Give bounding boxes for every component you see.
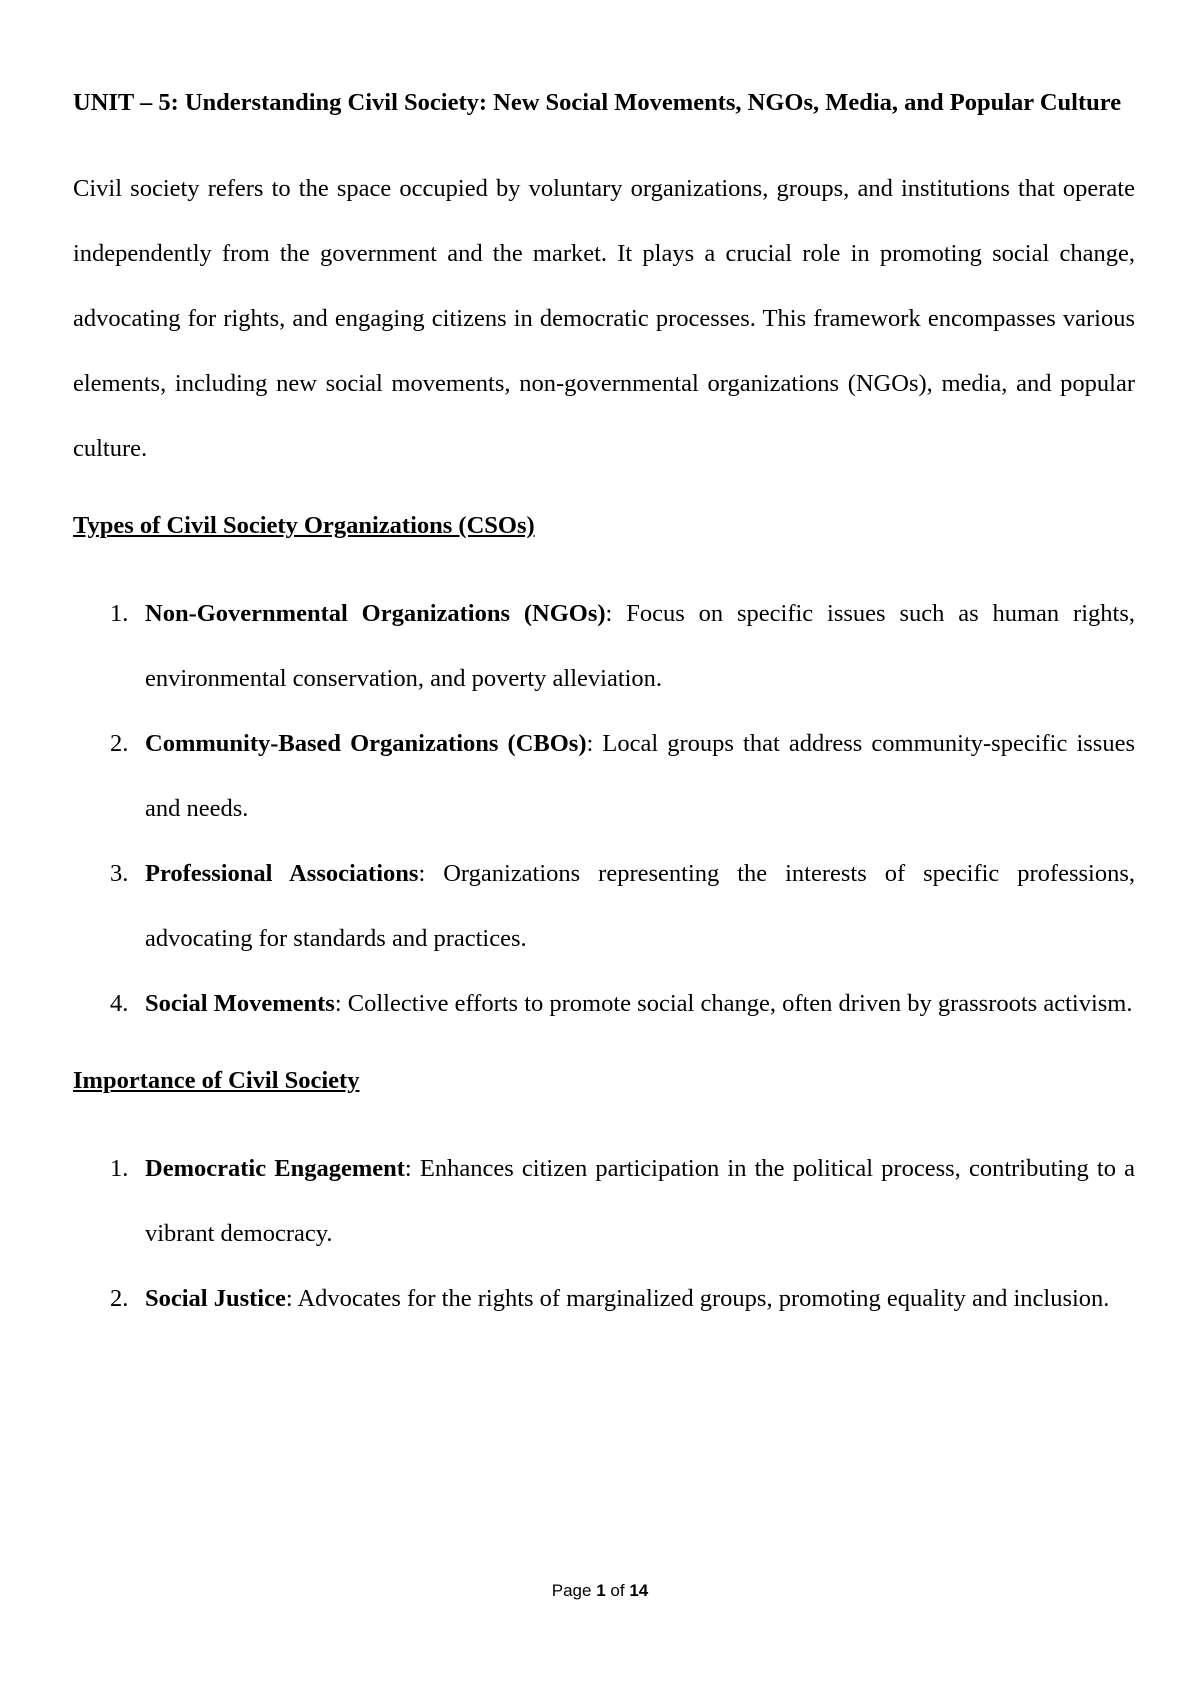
list-number: 2.	[110, 730, 129, 757]
list-text: : Local groups that address community-specific issues and needs.	[145, 730, 1135, 822]
document-body	[73, 70, 1135, 1331]
list-number: 3.	[110, 860, 129, 887]
list-number: 2.	[110, 1285, 129, 1312]
list-term: Social Justice	[145, 1285, 286, 1312]
list-item	[73, 971, 1135, 1036]
list-item	[73, 841, 1135, 971]
list-term: Democratic Engagement	[145, 1155, 405, 1182]
list-item	[73, 1136, 1135, 1266]
list-item	[73, 711, 1135, 841]
list-text: : Organizations representing the interests of specific professions, advocating for standards and practices.	[145, 860, 1135, 952]
page-of: of	[610, 1581, 625, 1600]
list-term: Non-Governmental Organizations (NGOs)	[145, 600, 606, 627]
section-heading-cso-types: Types of Civil Society Organizations (CSOs)	[73, 512, 535, 539]
list-text: : Enhances citizen participation in the political process, contributing to a vibrant democracy.	[145, 1155, 1135, 1247]
page-label: Page	[551, 1581, 592, 1600]
list-term: Professional Associations	[145, 860, 419, 887]
list-number: 1.	[110, 1155, 129, 1182]
cso-types-list	[73, 581, 1135, 1036]
list-item	[73, 1266, 1135, 1331]
list-text: : Collective efforts to promote social change, often driven by grassroots activism.	[334, 990, 1133, 1017]
list-term: Community-Based Organizations (CBOs)	[145, 730, 587, 757]
list-text: : Advocates for the rights of marginalized groups, promoting equality and inclusion.	[285, 1285, 1110, 1312]
list-item	[73, 581, 1135, 711]
page-total: 14	[629, 1581, 649, 1600]
list-number: 1.	[110, 600, 129, 627]
list-term: Social Movements	[145, 990, 335, 1017]
page-footer	[0, 1581, 1200, 1601]
page-current: 1	[596, 1581, 606, 1600]
intro-paragraph: Civil society refers to the space occupied by voluntary organizations, groups, and institutions that operate independently from the government and the market. It plays a crucial role in promoting social change, advocating for rights, and engaging citizens in democratic processes. This framework encompasses various elements, including new social movements, non-governmental organizations (NGOs), media, and popular culture.	[73, 175, 1135, 462]
section-heading-importance: Importance of Civil Society	[73, 1067, 360, 1094]
list-number: 4.	[110, 990, 129, 1017]
importance-list	[73, 1136, 1135, 1331]
document-title: UNIT – 5: Understanding Civil Society: New Social Movements, NGOs, Media, and Popular Culture	[73, 89, 1122, 116]
list-text: : Focus on specific issues such as human rights, environmental conservation, and poverty alleviation.	[145, 600, 1135, 692]
